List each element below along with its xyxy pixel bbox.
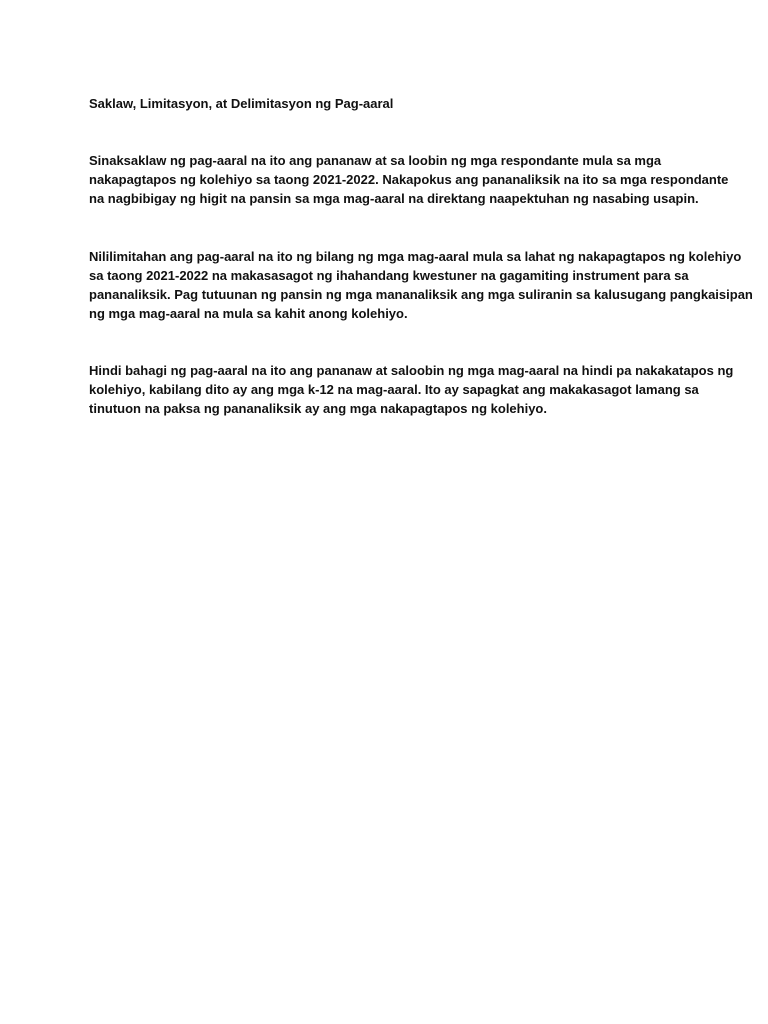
paragraph-line: nakapagtapos ng kolehiyo sa taong 2021-2022. Nakapokus ang pananaliksik na ito sa mga respondante (89, 172, 729, 187)
paragraph-limitasyon (89, 247, 753, 323)
paragraph-line: pananaliksik. Pag tutuunan ng pansin ng mga mananaliksik ang mga suliranin sa kalusugang pangkaisipan (89, 287, 753, 302)
document-title: Saklaw, Limitasyon, at Delimitasyon ng Pag-aaral (89, 96, 394, 111)
paragraph-line: Sinaksaklaw ng pag-aaral na ito ang pananaw at sa loobin ng mga respondante mula sa mga (89, 153, 662, 168)
paragraph-line: Hindi bahagi ng pag-aaral na ito ang pananaw at saloobin ng mga mag-aaral na hindi pa nakakatapos ng (89, 363, 734, 378)
paragraph-line: na nagbibigay ng higit na pansin sa mga mag-aaral na direktang naapektuhan ng nasabing usapin. (89, 191, 699, 206)
paragraph-delimitasyon (89, 361, 734, 418)
paragraph-saklaw (89, 151, 729, 208)
paragraph-line: tinutuon na paksa ng pananaliksik ay ang mga nakapagtapos ng kolehiyo. (89, 401, 547, 416)
paragraph-line: ng mga mag-aaral na mula sa kahit anong kolehiyo. (89, 306, 408, 321)
paragraph-line: sa taong 2021-2022 na makasasagot ng ihahandang kwestuner na gagamiting instrument para sa (89, 268, 689, 283)
paragraph-line: kolehiyo, kabilang dito ay ang mga k-12 na mag-aaral. Ito ay sapagkat ang makakasagot lamang sa (89, 382, 699, 397)
paragraph-line: Nililimitahan ang pag-aaral na ito ng bilang ng mga mag-aaral mula sa lahat ng nakapagtapos ng kolehiyo (89, 249, 742, 264)
